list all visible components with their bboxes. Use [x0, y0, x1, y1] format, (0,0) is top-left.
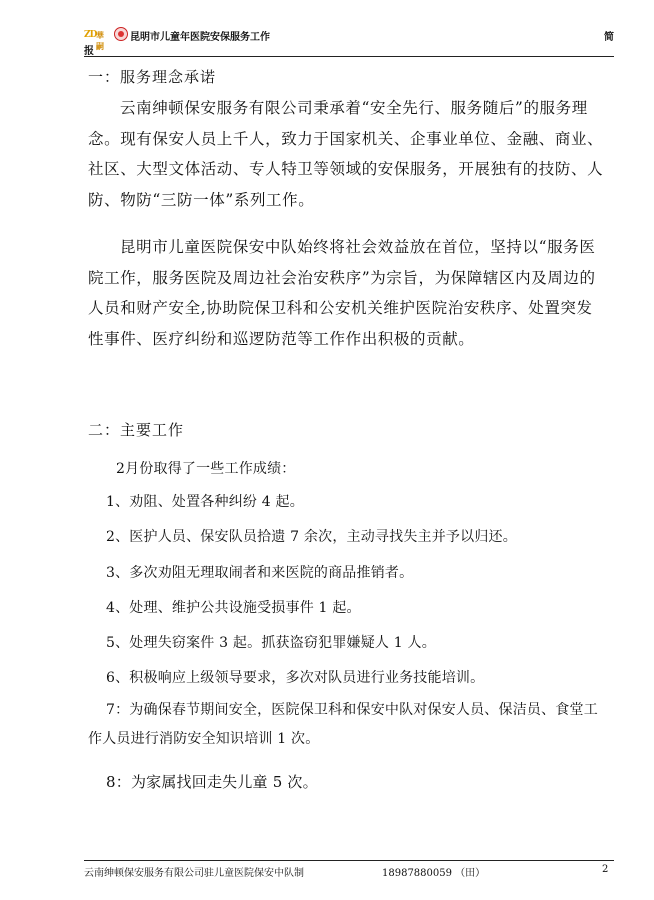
- section2-heading: 二：主要工作: [88, 421, 185, 439]
- paragraph-text: 云南绅顿保安服务有限公司秉承着“安全先行、服务随后”的服务理念。现有保安人员上千人，致力于国家机关、企事业单位、金融、商业、社区、大型文体活动、专人特卫等领域的安保服务，开展独有的技防、人防、物防“三防一体”系列工作。: [88, 99, 604, 209]
- section1-paragraph1: [88, 93, 608, 215]
- section1-heading: 一：服务理念承诺: [88, 68, 217, 86]
- header-right-char: 简: [604, 32, 614, 43]
- work-item: 5、处理失窃案件 3 起。抓获盗窃犯罪嫌疑人 1 人。: [106, 635, 436, 651]
- work-item: 8：为家属找回走失儿童 5 次。: [106, 773, 318, 791]
- page-number: 2: [602, 864, 609, 875]
- header-title: 昆明市儿童年医院安保服务工作: [130, 32, 270, 43]
- work-item: 1、劝阻、处置各种纠纷 4 起。: [106, 494, 304, 510]
- work-item: 2、医护人员、保安队员拾遗 7 余次，主动寻找失主并予以归还。: [106, 529, 517, 545]
- section2-intro: 2月份取得了一些工作成绩：: [116, 461, 296, 477]
- section1-paragraph2: [88, 232, 608, 354]
- footer-rule: [84, 860, 614, 861]
- footer-company: 云南绅顿保安服务有限公司驻儿童医院保安中队制: [84, 868, 304, 879]
- work-item: 6、积极响应上级领导要求，多次对队员进行业务技能培训。: [106, 670, 485, 686]
- header-wrapped-char: 报: [84, 46, 94, 57]
- page-header: [84, 24, 614, 58]
- company-logo: ZD 華 嗣: [84, 28, 114, 44]
- work-item: 7：为确保春节期间安全，医院保卫科和保安中队对保安人员、保洁员、食堂工作人员进行消防安全知识培训 1 次。: [88, 702, 598, 747]
- company-logo-text: 華 嗣: [96, 30, 104, 51]
- hospital-emblem-icon: [114, 27, 128, 41]
- paragraph-text: 昆明市儿童医院保安中队始终将社会效益放在首位，坚持以“服务医院工作，服务医院及周边社会治安秩序”为宗旨，为保障辖区内及周边的人员和财产安全,协助院保卫科和公安机关维护医院治安秩序、处置突发性事件、医疗纠纷和巡逻防范等工作作出积极的贡献。: [88, 238, 596, 348]
- work-item: 4、处理、维护公共设施受损事件 1 起。: [106, 600, 361, 616]
- header-rule: [84, 56, 614, 57]
- work-item: 3、多次劝阻无理取闹者和来医院的商品推销者。: [106, 565, 414, 581]
- footer-phone: 18987880059 （田）: [382, 868, 486, 879]
